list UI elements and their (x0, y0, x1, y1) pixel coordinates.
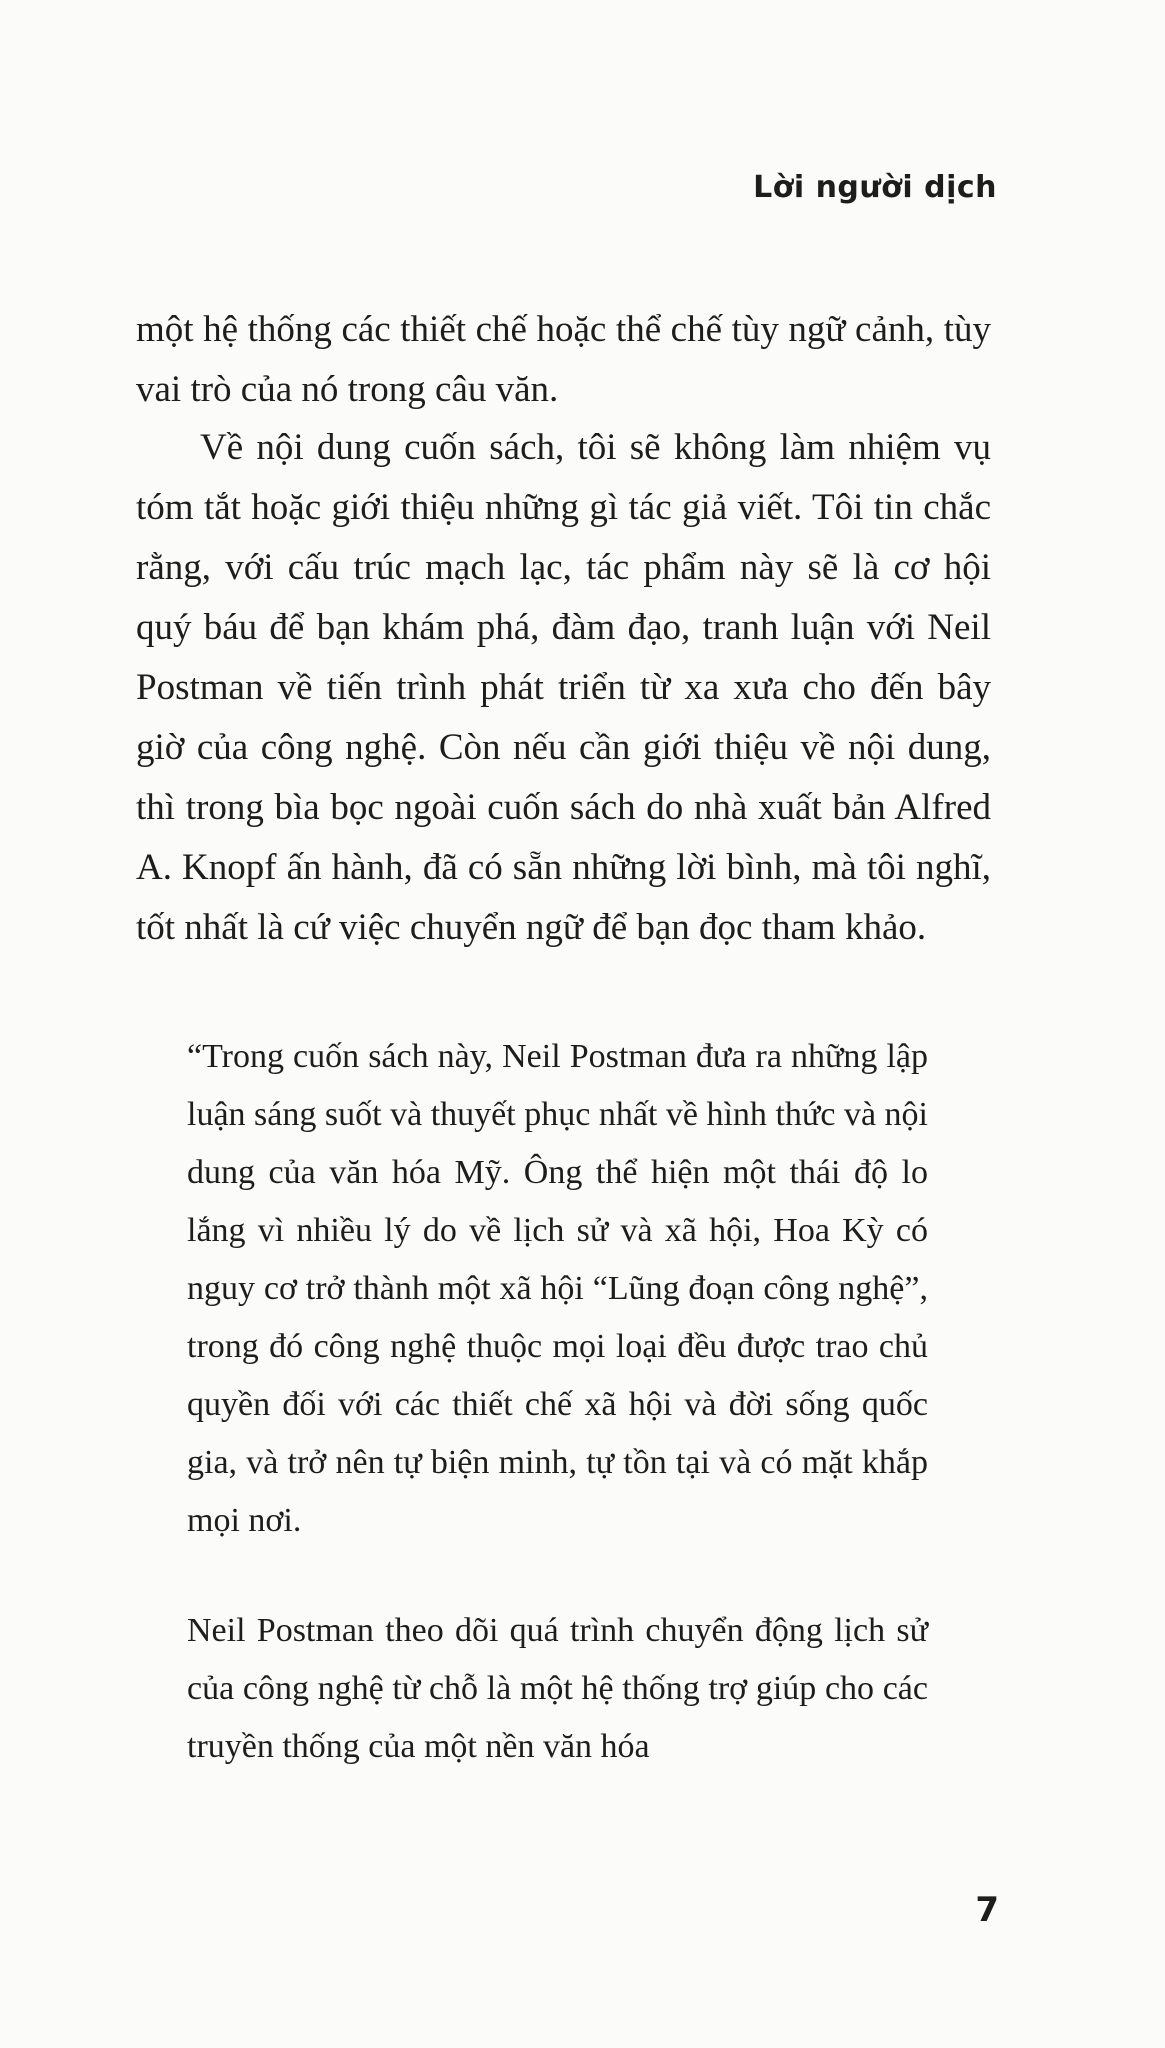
quote-paragraph-1: “Trong cuốn sách này, Neil Postman đưa ra những lập luận sáng suốt và thuyết phục nhất về hình thức và nội dung của văn hóa Mỹ. Ông thể hiện một thái độ lo lắng vì nhiều lý do về lịch sử và xã hội, Hoa Kỳ có nguy cơ trở thành một xã hội “Lũng đoạn công nghệ”, trong đó công nghệ thuộc mọi loại đều được trao chủ quyền đối với các thiết chế xã hội và đời sống quốc gia, và trở nên tự biện minh, tự tồn tại và có mặt khắp mọi nơi. (187, 1038, 928, 1539)
block-quote-1 (187, 1028, 928, 1550)
page-number: 7 (975, 1890, 999, 1930)
body-paragraph-1: một hệ thống các thiết chế hoặc thể chế tùy ngữ cảnh, tùy vai trò của nó trong câu văn. (136, 309, 991, 410)
quote-paragraph-2: Neil Postman theo dõi quá trình chuyển động lịch sử của công nghệ từ chỗ là một hệ thống trợ giúp cho các truyền thống của một nền văn hóa (187, 1612, 928, 1765)
block-quote-2 (187, 1602, 928, 1776)
body-paragraph-1-block (136, 300, 991, 420)
body-paragraph-2-block (136, 418, 991, 958)
running-header-title: Lời người dịch (753, 170, 997, 205)
body-paragraph-2: Về nội dung cuốn sách, tôi sẽ không làm nhiệm vụ tóm tắt hoặc giới thiệu những gì tác giả viết. Tôi tin chắc rằng, với cấu trúc mạch lạc, tác phẩm này sẽ là cơ hội quý báu để bạn khám phá, đàm đạo, tranh luận với Neil Postman về tiến trình phát triển từ xa xưa cho đến bây giờ của công nghệ. Còn nếu cần giới thiệu về nội dung, thì trong bìa bọc ngoài cuốn sách do nhà xuất bản Alfred A. Knopf ấn hành, đã có sẵn những lời bình, mà tôi nghĩ, tốt nhất là cứ việc chuyển ngữ để bạn đọc tham khảo. (136, 427, 991, 948)
